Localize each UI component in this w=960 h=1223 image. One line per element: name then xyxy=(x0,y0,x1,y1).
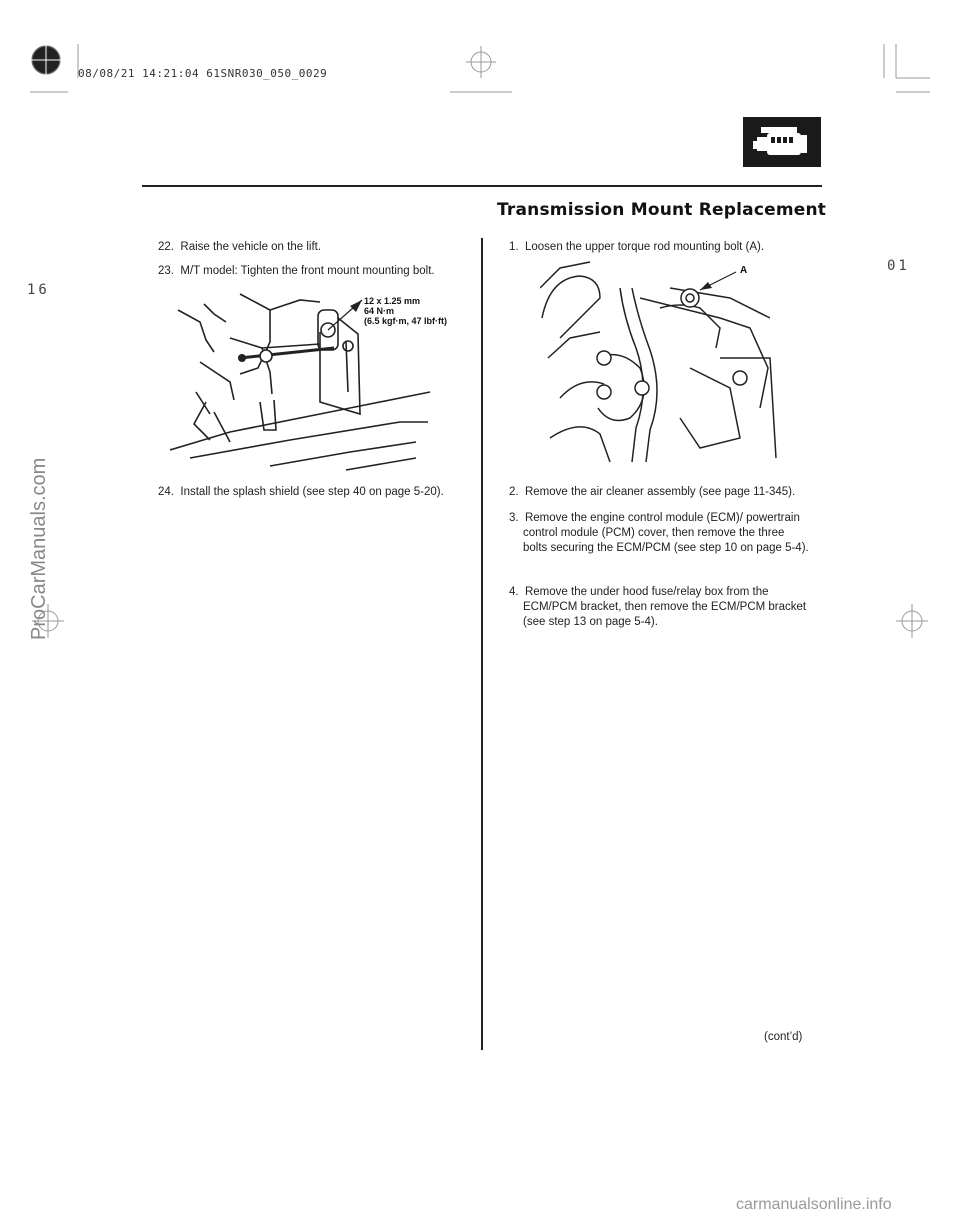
side-watermark: ProCarManuals.com xyxy=(28,457,50,640)
left-column xyxy=(158,240,470,255)
footer-watermark: carmanualsonline.info xyxy=(736,1196,892,1213)
step-4: 4. Remove the under hood fuse/relay box from the ECM/PCM bracket, then remove the ECM/PCM bracket (see step 13 on page 5-4). xyxy=(509,586,807,628)
torque-rod-illustration xyxy=(540,258,780,463)
step-22: 22. Raise the vehicle on the lift. xyxy=(158,241,322,253)
step-23: 23. M/T model: Tighten the front mount mounting bolt. xyxy=(158,265,435,277)
callout-a: A xyxy=(740,265,748,276)
step-2: 2. Remove the air cleaner assembly (see page 11-345). xyxy=(509,486,796,498)
side-marker-right: 01 xyxy=(887,258,910,274)
engine-icon xyxy=(743,117,821,167)
step-3: 3. Remove the engine control module (ECM)/ powertrain control module (PCM) cover, then remove the three bolts securing the ECM/PCM (see step 10 on page 5-4). xyxy=(509,512,809,554)
side-marker-left: 16 xyxy=(27,282,50,298)
step-24: 24. Install the splash shield (see step 40 on page 5-20). xyxy=(158,486,444,498)
torque-callout: 12 x 1.25 mm 64 N·m (6.5 kgf·m, 47 lbf·ft) xyxy=(364,296,448,326)
step-1: 1. Loosen the upper torque rod mounting bolt (A). xyxy=(509,241,765,253)
page-title: Transmission Mount Replacement xyxy=(497,200,827,220)
print-timestamp: 08/08/21 14:21:04 61SNR030_050_0029 xyxy=(78,67,328,80)
header-rule xyxy=(142,185,822,187)
continued-note: (cont’d) xyxy=(764,1031,803,1043)
column-divider xyxy=(481,238,483,1050)
